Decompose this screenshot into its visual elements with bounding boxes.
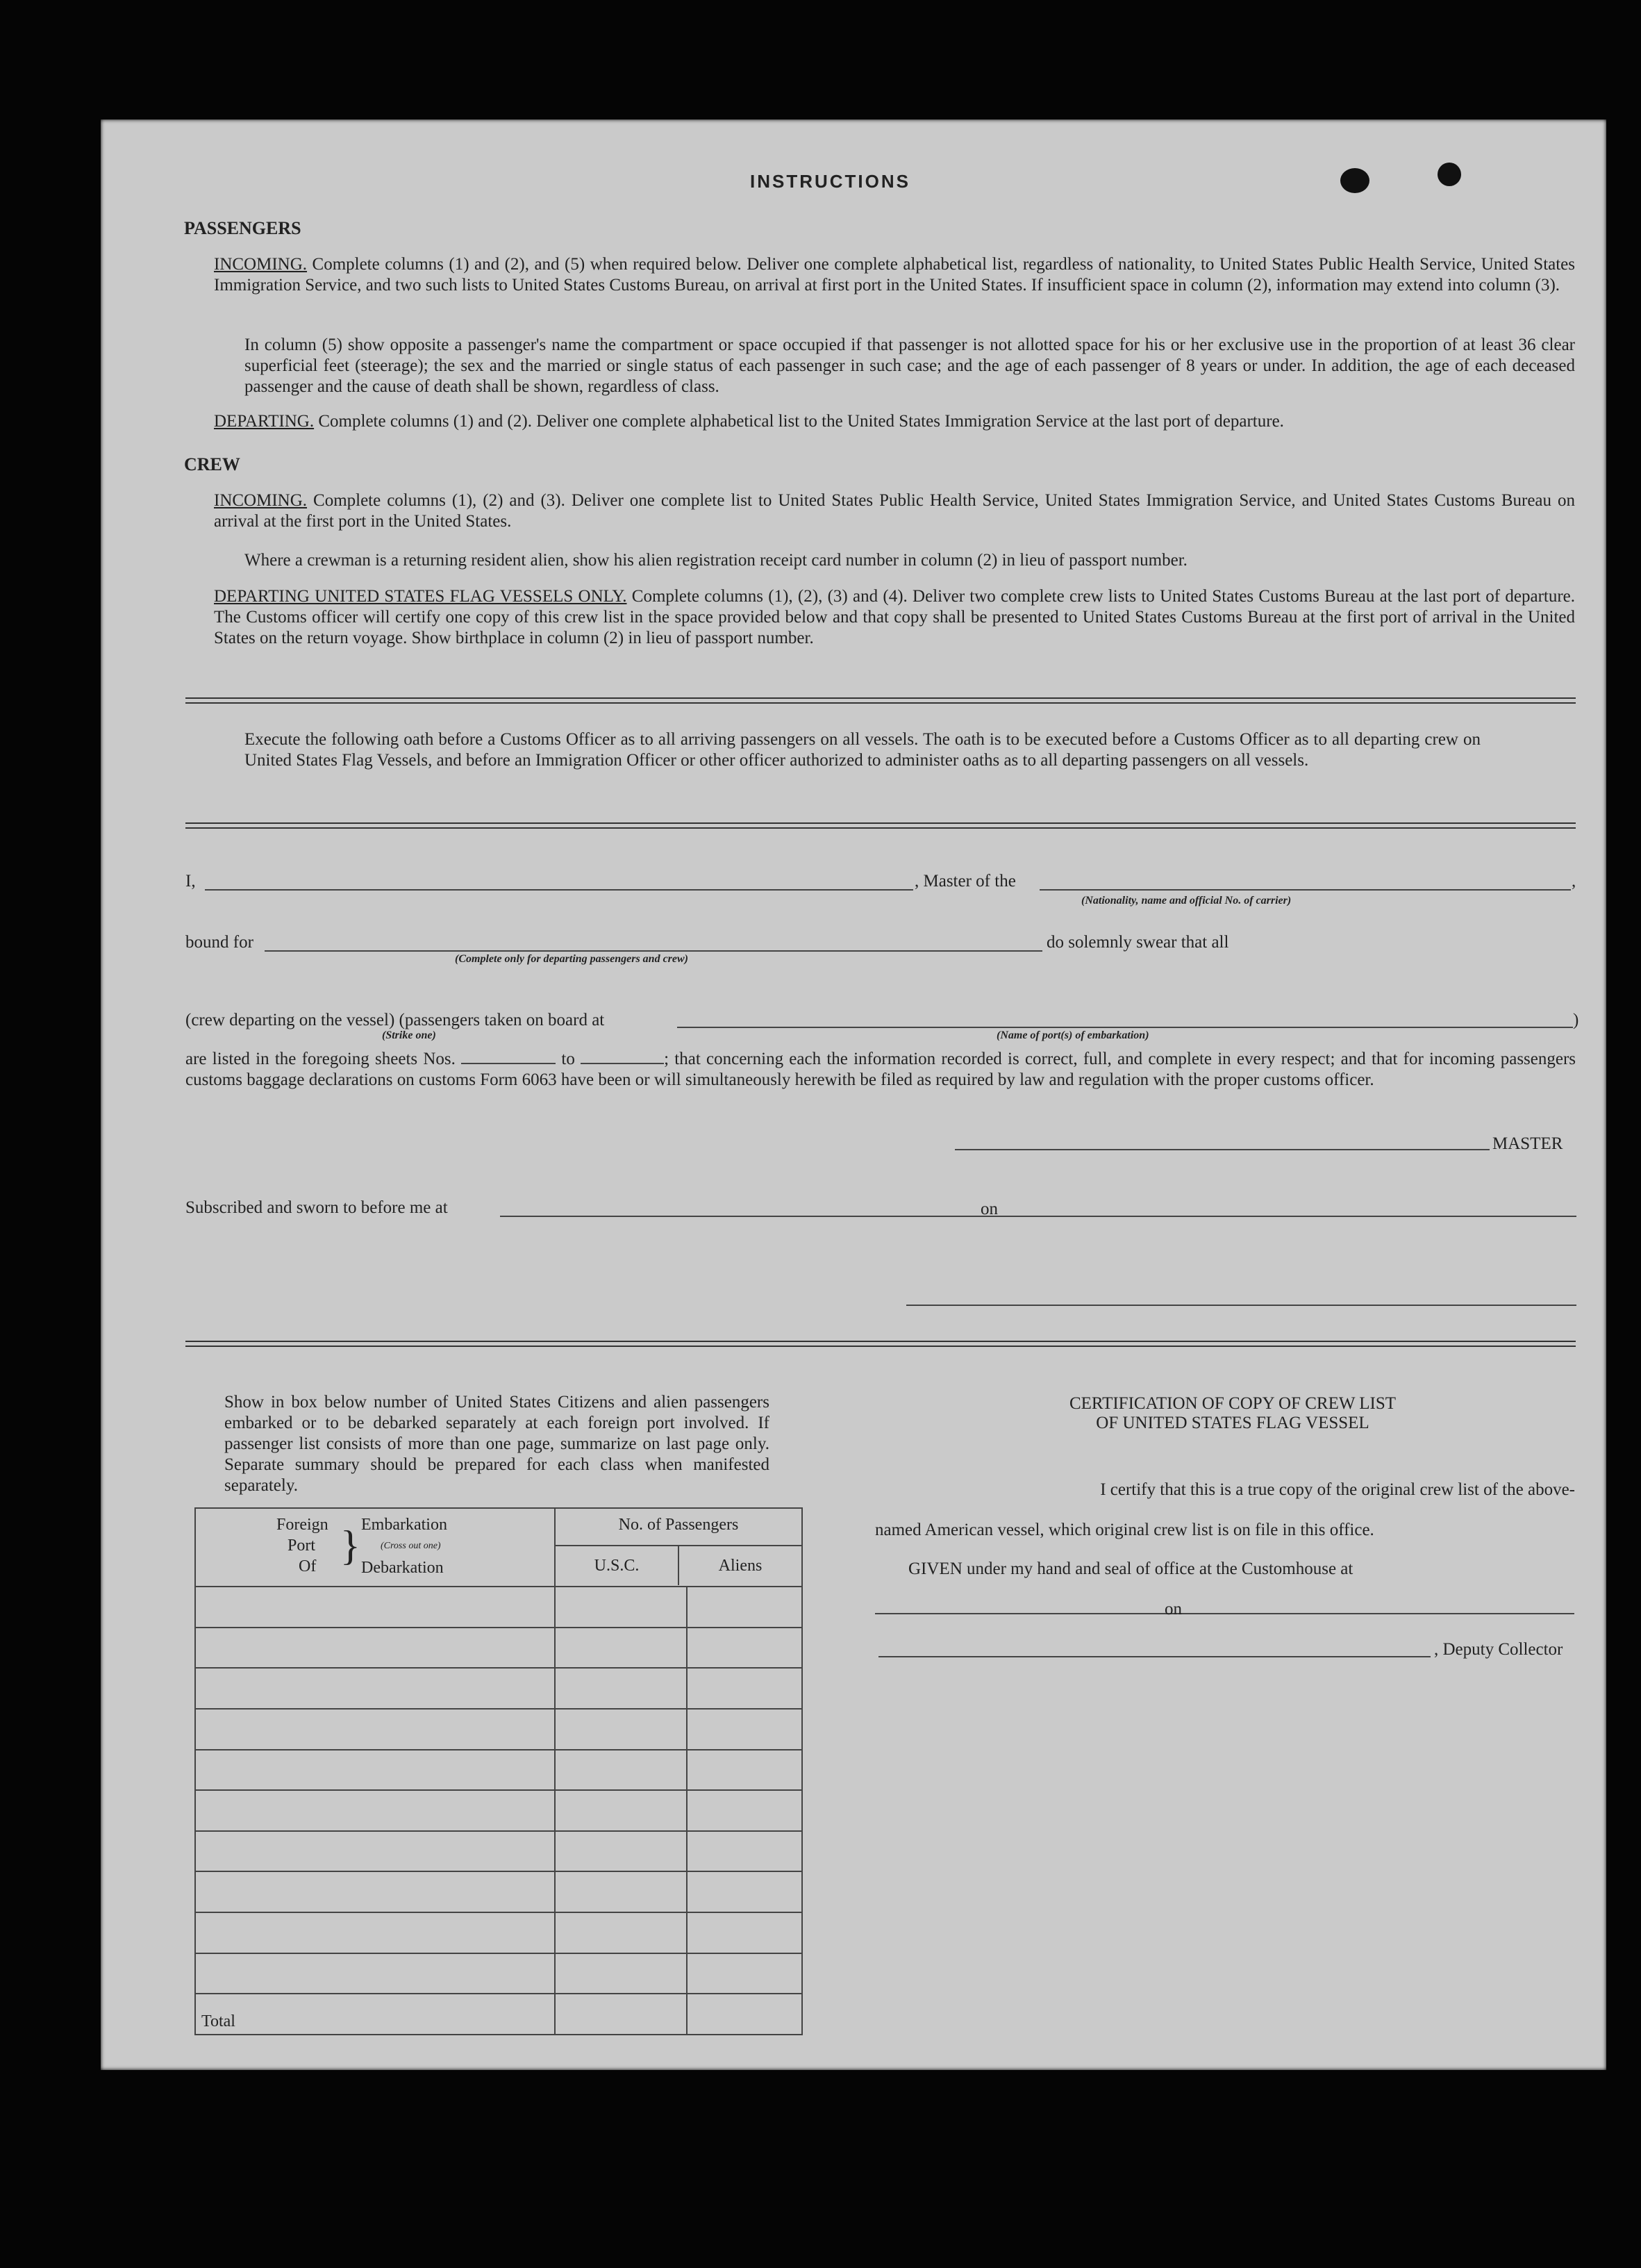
aliens-label: Aliens — [718, 1557, 763, 1575]
listed-a: are listed in the foregoing sheets Nos. — [185, 1050, 456, 1068]
oath-close-paren: ) — [1573, 1011, 1579, 1029]
no-passengers-label: No. of Passengers — [556, 1509, 801, 1546]
table-row[interactable] — [195, 1750, 802, 1791]
foreign-label: Foreign — [276, 1516, 328, 1534]
deputy-collector-label: , Deputy Collector — [1434, 1640, 1563, 1659]
sworn-place-field[interactable] — [500, 1216, 1035, 1217]
port-label: Port — [288, 1537, 316, 1555]
of-label: Of — [299, 1557, 317, 1575]
certification-date-field[interactable] — [1192, 1613, 1574, 1614]
divider — [185, 1341, 1576, 1347]
listed-b: ; that concerning each the information recorded is correct, full, and complete in every respect; and that for incoming passengers customs baggage declarations on customs Form 6063 have been or will simultaneously herewith be filed as required by law and regulation with the proper customs officer. — [185, 1050, 1576, 1089]
crew-incoming-text: Complete columns (1), (2) and (3). Deliver one complete list to United States Public Health Service, United States Immigration Service, and United States Customs Bureau on arrival at the first port in the United States. — [214, 491, 1575, 531]
deputy-signature-field[interactable] — [878, 1656, 1431, 1657]
table-row[interactable] — [195, 1912, 802, 1953]
nationality-note: (Nationality, name and official No. of carrier) — [1081, 895, 1292, 907]
divider — [185, 697, 1576, 704]
master-signature-field[interactable] — [955, 1149, 1490, 1150]
crew-departing-label: DEPARTING UNITED STATES FLAG VESSELS ONLY. — [214, 587, 627, 606]
total-label: Total — [195, 1994, 555, 2035]
ink-blot — [1438, 163, 1461, 186]
table-row[interactable] — [195, 1871, 802, 1912]
incoming-label: INCOMING. — [214, 255, 308, 274]
crew-heading: CREW — [184, 454, 240, 474]
certification-heading-1: CERTIFICATION OF COPY OF CREW LIST — [1069, 1394, 1397, 1413]
crew-resident: Where a crewman is a returning resident alien, show his alien registration receipt card number in column (2) in lieu of passport number. — [244, 551, 1188, 570]
strike-note: (Strike one) — [382, 1029, 436, 1041]
crew-incoming-label: INCOMING. — [214, 491, 308, 510]
officer-signature-field[interactable] — [906, 1305, 1576, 1306]
destination-field[interactable] — [265, 950, 1042, 952]
sheet-to-field[interactable] — [581, 1049, 664, 1064]
page-title: INSTRUCTIONS — [750, 171, 910, 192]
embark-port-field[interactable] — [677, 1027, 1573, 1028]
incoming-text: Complete columns (1) and (2), and (5) when required below. Deliver one complete alphabetical list, regardless of nationality, to United States Public Health Service, United States Immigration Service, and two such lists to United States Customs Bureau, on arrival at first port in the United States. If insufficient space in column (2), information may extend into column (3). — [214, 255, 1576, 295]
passenger-summary-table — [194, 1507, 803, 2035]
crew-departing — [214, 586, 1575, 649]
certification-heading-2: OF UNITED STATES FLAG VESSEL — [1096, 1414, 1369, 1432]
oath-i: I, — [185, 872, 196, 891]
total-row[interactable] — [195, 1994, 802, 2035]
passengers-header-cell — [555, 1508, 802, 1587]
listed-to: to — [561, 1050, 575, 1068]
sworn-date-field[interactable] — [1003, 1216, 1576, 1217]
oath-listed — [185, 1049, 1576, 1091]
passengers-heading: PASSENGERS — [184, 218, 301, 238]
table-row[interactable] — [195, 1953, 802, 1994]
master-label: MASTER — [1492, 1134, 1563, 1153]
passengers-column5: In column (5) show opposite a passenger's name the compartment or space occupied if that passenger is not allotted space for his or her exclusive use in the proportion of at least 36 clear superficial feet (steerage); the sex and the married or single status of each passenger in such case; and the age of each passenger of 8 years or under. In addition, the age of each deceased passenger and the cause of death shall be shown, regardless of class. — [244, 336, 1575, 396]
oath-comma: , — [1572, 872, 1576, 891]
oath-master-of: , Master of the — [915, 872, 1016, 891]
certification-on: on — [1165, 1600, 1182, 1619]
master-name-field[interactable] — [205, 889, 913, 891]
table-row[interactable] — [195, 1587, 802, 1628]
customhouse-field[interactable] — [875, 1613, 1236, 1614]
summary-text: Show in box below number of United States Citizens and alien passengers embarked or to be debarked separately at each foreign port involved. If passenger list consists of more than one page, summarize on last page only. Separate summary should be prepared for each class when manifested separately. — [224, 1393, 769, 1495]
port-note: (Name of port(s) of embarkation) — [997, 1029, 1149, 1041]
passengers-departing — [214, 411, 1575, 432]
crew-departing-text: Complete columns (1), (2), (3) and (4). Deliver two complete crew lists to United States Customs Bureau at the last port of departure. The Customs officer will certify one copy of this crew list in the space provided below and that copy shall be presented to United States Customs Bureau at the first port of arrival in the United States on the return voyage. Show birthplace in column (2) in lieu of passport number. — [214, 587, 1576, 647]
usc-label: U.S.C. — [556, 1546, 679, 1585]
ink-blot — [1340, 168, 1369, 193]
oath-swear: do solemnly swear that all — [1047, 933, 1229, 952]
sworn-on-label: on — [981, 1200, 998, 1218]
table-row[interactable] — [195, 1628, 802, 1669]
form-sheet — [101, 119, 1606, 2070]
certification-given: GIVEN under my hand and seal of office at the Customhouse at — [908, 1559, 1353, 1578]
carrier-field[interactable] — [1040, 889, 1571, 891]
passengers-incoming — [214, 254, 1575, 296]
subscribed-label: Subscribed and sworn to before me at — [185, 1198, 448, 1217]
port-header-cell — [195, 1508, 555, 1587]
brace-icon: } — [340, 1523, 360, 1568]
cross-out-note: (Cross out one) — [381, 1541, 441, 1551]
crew-incoming — [214, 490, 1575, 532]
embarkation-label: Embarkation — [361, 1516, 447, 1534]
debarkation-label: Debarkation — [361, 1559, 444, 1577]
departing-text: Complete columns (1) and (2). Deliver one complete alphabetical list to the United States Immigration Service at the last port of departure. — [318, 412, 1284, 431]
departing-label: DEPARTING. — [214, 412, 315, 431]
table-row[interactable] — [195, 1668, 802, 1709]
oath-intro: Execute the following oath before a Customs Officer as to all arriving passengers on all vessels. The oath is to be executed before a Customs Officer as to all departing crew on United States Flag Vessels, and before an Immigration Officer or other officer authorized to administer oaths as to all departing passengers on all vessels. — [244, 730, 1481, 770]
table-row[interactable] — [195, 1790, 802, 1831]
table-row[interactable] — [195, 1831, 802, 1872]
certification-text-2: named American vessel, which original crew list is on file in this office. — [875, 1521, 1374, 1539]
bound-note: (Complete only for departing passengers and crew) — [455, 953, 688, 965]
oath-crew-passengers: (crew departing on the vessel) (passengers taken on board at — [185, 1011, 605, 1029]
divider — [185, 822, 1576, 829]
certification-text-1: I certify that this is a true copy of the original crew list of the above- — [1100, 1480, 1575, 1499]
oath-bound-for: bound for — [185, 933, 253, 952]
sheet-from-field[interactable] — [461, 1049, 556, 1064]
table-row[interactable] — [195, 1709, 802, 1750]
